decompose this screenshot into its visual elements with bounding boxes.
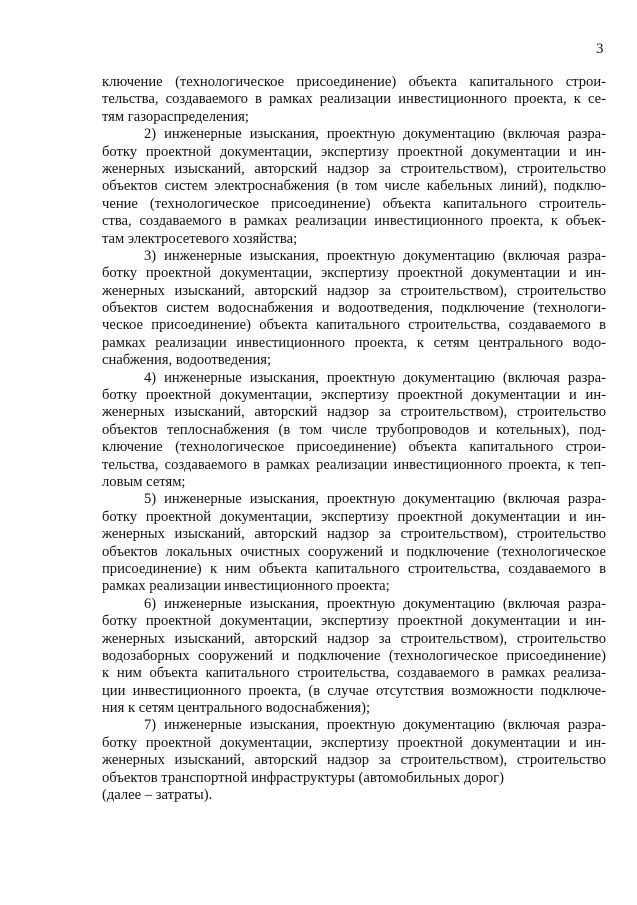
text-line: объектов систем водоснабжения и водоотведения, подключение (технологи- <box>102 300 606 317</box>
text-line: ботку проектной документации, экспертизу проектной документации и ин- <box>102 387 606 404</box>
text-line: ботку проектной документации, экспертизу проектной документации и ин- <box>102 143 606 160</box>
text-line: ловым сетям; <box>102 473 186 490</box>
text-line: ботку проектной документации, экспертизу проектной документации и ин- <box>102 265 606 282</box>
text-line: присоединение) к ним объекта капитального строительства, создаваемого в <box>102 560 606 577</box>
text-line: 6) инженерные изыскания, проектную документацию (включая разра- <box>144 595 606 612</box>
text-line: ния к сетям центрального водоснабжения); <box>102 700 370 717</box>
text-line: ции инвестиционного проекта, (в случае отсутствия возможности подключе- <box>102 682 606 699</box>
text-line: женерных изысканий, авторский надзор за строительством), строительство <box>102 526 606 543</box>
text-line: 7) инженерные изыскания, проектную документацию (включая разра- <box>144 717 606 734</box>
text-line: ческое присоединение) объекта капитального строительства, создаваемого в <box>102 317 606 334</box>
text-line: женерных изысканий, авторский надзор за строительством), строительство <box>102 630 606 647</box>
text-line: ключение (технологическое присоединение) объекта капитального строи- <box>102 74 606 90</box>
document-body <box>102 74 606 804</box>
text-line: тям газораспределения; <box>102 108 249 125</box>
text-line: 3) инженерные изыскания, проектную документацию (включая разра- <box>144 247 606 264</box>
text-line: (далее – затраты). <box>102 787 213 804</box>
text-line: водозаборных сооружений и подключение (технологическое присоединение) <box>102 647 606 664</box>
text-line: чение (технологическое присоединение) объекта капитального строитель- <box>102 195 606 212</box>
text-line: женерных изысканий, авторский надзор за строительством), строительство <box>102 404 606 421</box>
text-line: 4) инженерные изыскания, проектную документацию (включая разра- <box>144 369 606 386</box>
text-line: тельства, создаваемого в рамках реализации инвестиционного проекта, к теп- <box>102 456 606 473</box>
text-line: ключение (технологическое присоединение) объекта капитального строи- <box>102 439 606 456</box>
text-line: там электросетевого хозяйства; <box>102 230 298 247</box>
text-line: женерных изысканий, авторский надзор за строительством), строительство <box>102 752 606 769</box>
page-number: 3 <box>596 41 604 57</box>
text-line: ботку проектной документации, экспертизу проектной документации и ин- <box>102 613 606 630</box>
text-line: женерных изысканий, авторский надзор за строительством), строительство <box>102 160 606 177</box>
text-line: 5) инженерные изыскания, проектную документацию (включая разра- <box>144 491 606 508</box>
text-line: тельства, создаваемого в рамках реализации инвестиционного проекта, к се- <box>102 91 606 108</box>
text-line: к ним объекта капитального строительства, создаваемого в рамках реализа- <box>102 665 606 682</box>
text-line: объектов локальных очистных сооружений и подключение (технологическое <box>102 543 606 560</box>
text-line: объектов теплоснабжения (в том числе трубопроводов и котельных), под- <box>102 421 606 438</box>
text-line: объектов транспортной инфраструктуры (автомобильных дорог) <box>102 769 504 786</box>
text-line: ботку проектной документации, экспертизу проектной документации и ин- <box>102 734 606 751</box>
text-line: ства, создаваемого в рамках реализации инвестиционного проекта, к объек- <box>102 213 606 230</box>
text-line: женерных изысканий, авторский надзор за строительством), строительство <box>102 282 606 299</box>
text-line: 2) инженерные изыскания, проектную документацию (включая разра- <box>144 126 606 143</box>
text-line: ботку проектной документации, экспертизу проектной документации и ин- <box>102 508 606 525</box>
text-line: снабжения, водоотведения; <box>102 352 272 369</box>
text-line: рамках реализации инвестиционного проекта, к сетям центрального водо- <box>102 334 606 351</box>
text-line: объектов систем электроснабжения (в том числе кабельных линий), подклю- <box>102 178 606 195</box>
text-line: рамках реализации инвестиционного проекта; <box>102 578 390 595</box>
